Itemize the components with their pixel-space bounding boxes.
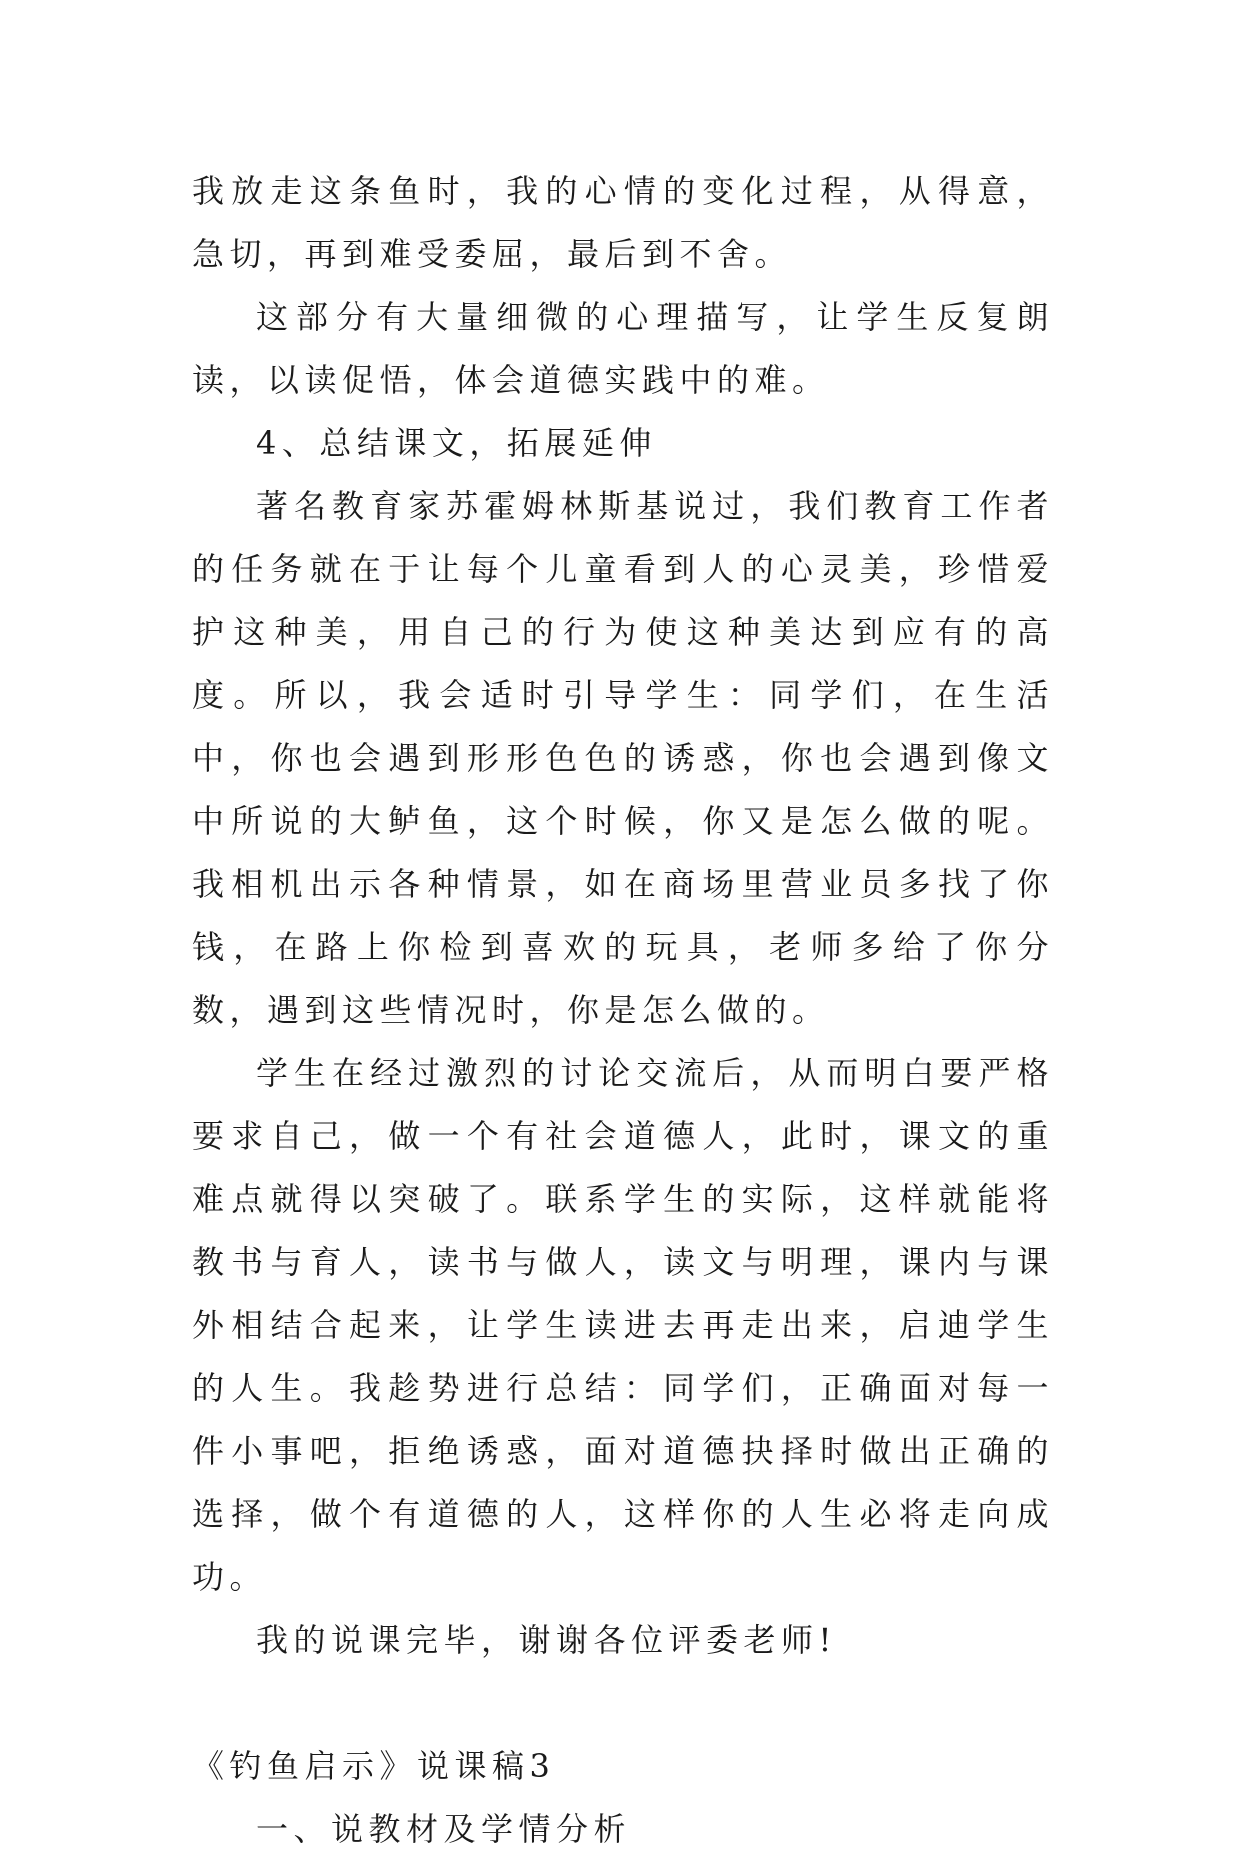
- paragraph-closing: 我的说课完毕，谢谢各位评委老师!: [256, 1621, 837, 1659]
- paragraph-sukhomlinsky: 著名教育家苏霍姆林斯基说过，我们教育工作者的任务就在于让每个儿童看到人的心灵美，珍惜爱护这种美，用自己的行为使这种美达到应有的高度。所以，我会适时引导学生：同学们，在生活中，你也会遇到形形色色的诱惑，你也会遇到像文中所说的大鲈鱼，这个时候，你又是怎么做的呢。我相机出示各种情景，如在商场里营业员多找了你钱，在路上你检到喜欢的玩具，老师多给了你分数，遇到这些情况时，你是怎么做的。: [192, 487, 1054, 1029]
- subheading-summary: 4、总结课文，拓展延伸: [256, 424, 657, 462]
- section-first-heading: 一、说教材及学情分析: [256, 1810, 632, 1848]
- paragraph-continuation: 我放走这条鱼时，我的心情的变化过程，从得意，急切，再到难受委屈，最后到不舍。: [192, 172, 1054, 273]
- blank-line: [192, 1672, 1054, 1735]
- paragraph-discussion: 学生在经过激烈的讨论交流后，从而明白要严格要求自己，做一个有社会道德人，此时，课文的重难点就得以突破了。联系学生的实际，这样就能将教书与育人，读书与做人，读文与明理，课内与课外相结合起来，让学生读进去再走出来，启迪学生的人生。我趁势进行总结：同学们，正确面对每一件小事吧，拒绝诱惑，面对道德抉择时做出正确的选择，做个有道德的人，这样你的人生必将走向成功。: [192, 1054, 1054, 1596]
- document-body: [192, 160, 1054, 1861]
- section-title: 《钓鱼启示》说课稿3: [192, 1747, 556, 1785]
- paragraph-psychology: 这部分有大量细微的心理描写，让学生反复朗读，以读促悟，体会道德实践中的难。: [192, 298, 1054, 399]
